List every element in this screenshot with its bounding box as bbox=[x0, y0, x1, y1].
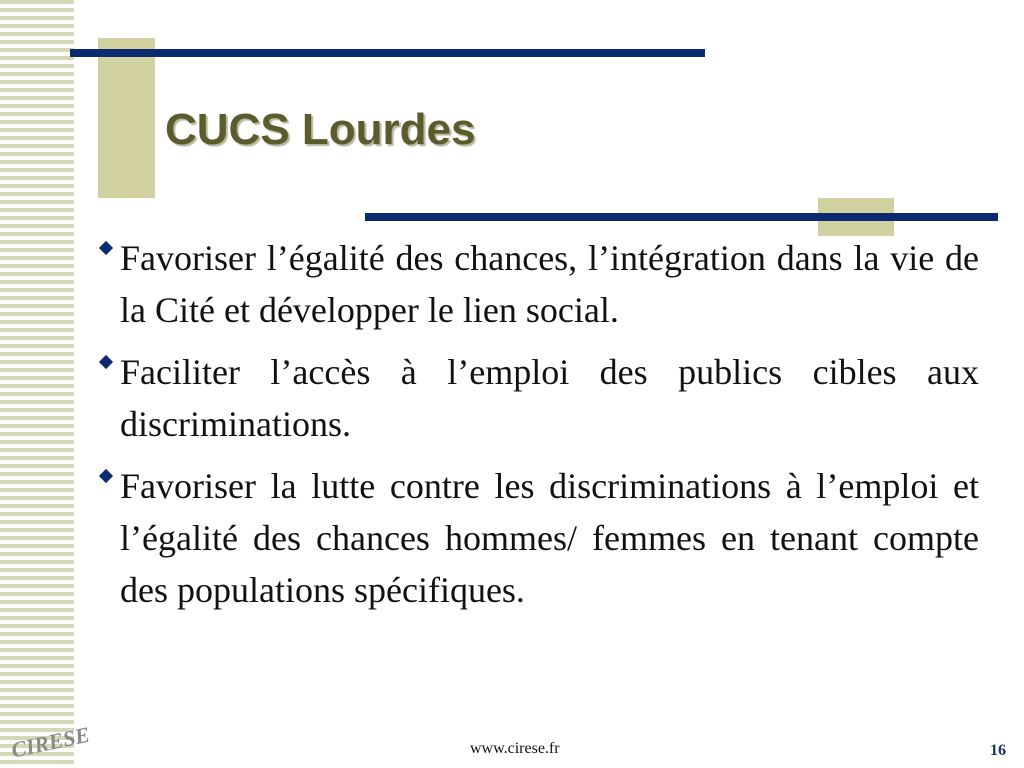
bullet-text: Favoriser l’égalité des chances, l’intégration dans la vie de la Cité et développer le lien social. bbox=[120, 238, 979, 330]
bullet-item bbox=[92, 460, 979, 616]
decorative-stripes bbox=[0, 0, 74, 768]
svg-text:CIRESE: CIRESE bbox=[8, 721, 92, 763]
page-number: 16 bbox=[990, 742, 1006, 759]
diamond-bullet-icon bbox=[92, 232, 120, 253]
title-underline-rule bbox=[365, 213, 998, 221]
diamond-bullet-icon bbox=[92, 346, 120, 367]
cirese-logo bbox=[8, 718, 92, 763]
bullet-text: Favoriser la lutte contre les discriminations à l’emploi et l’égalité des chances hommes/ femmes en tenant compte des populations spécifiques. bbox=[120, 466, 979, 610]
footer-url[interactable]: www.cirese.fr bbox=[470, 740, 560, 757]
slide-title: CUCS Lourdes bbox=[165, 105, 476, 154]
bullet-item bbox=[92, 232, 979, 336]
bullet-text: Faciliter l’accès à l’emploi des publics cibles aux discriminations. bbox=[120, 352, 979, 444]
top-rule bbox=[70, 49, 705, 57]
bullet-list bbox=[92, 232, 979, 626]
decorative-block-left bbox=[98, 38, 155, 198]
bullet-item bbox=[92, 346, 979, 450]
diamond-bullet-icon bbox=[92, 460, 120, 481]
